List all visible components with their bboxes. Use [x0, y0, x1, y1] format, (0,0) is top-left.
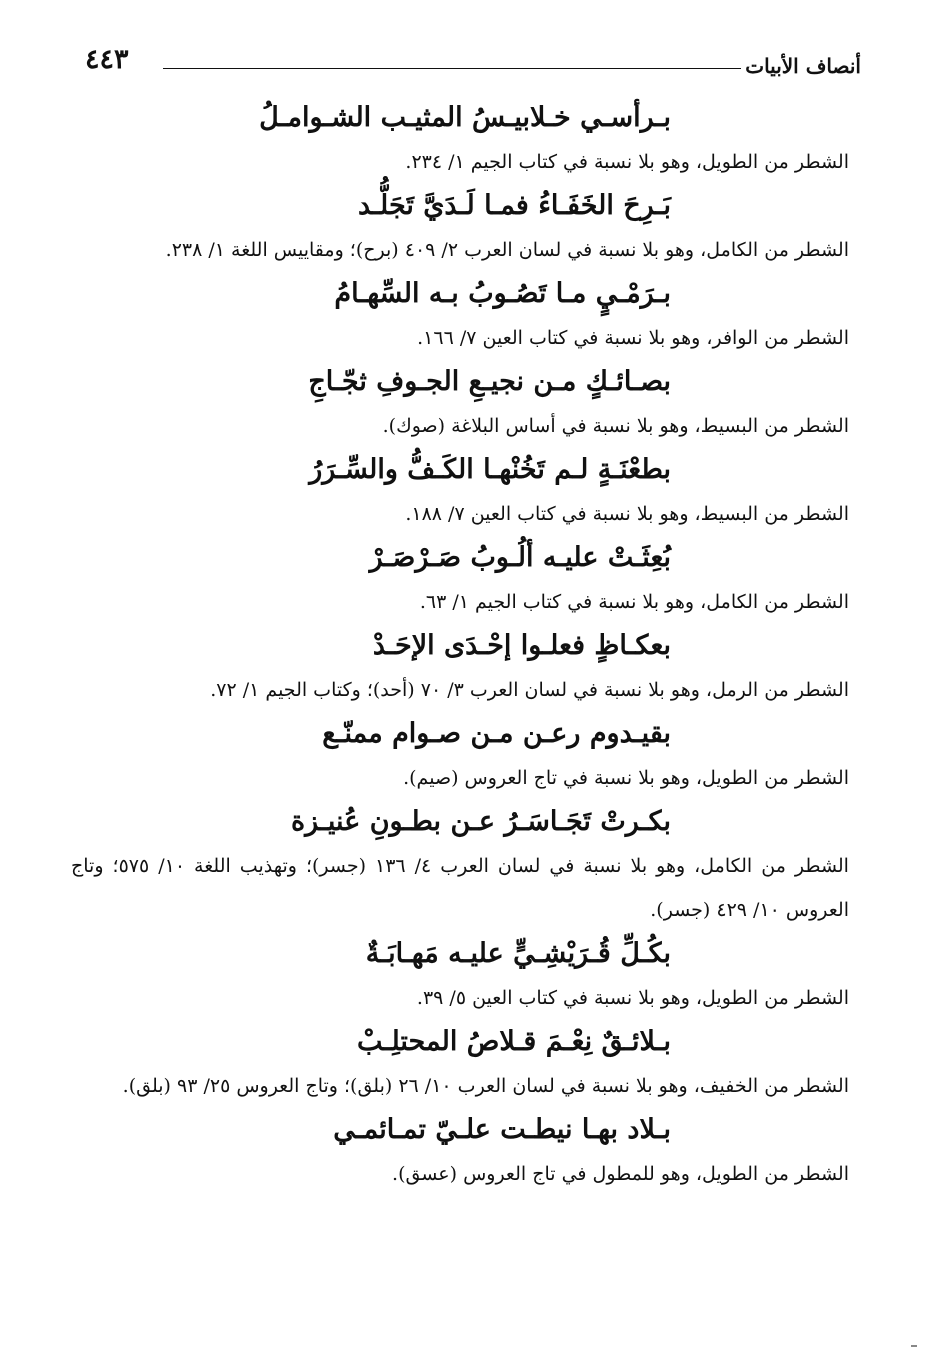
entry [71, 624, 861, 712]
verse-hemistich: بـرأسـي خـلابيـسُ المثيـب الشـوامـلُ [259, 102, 671, 133]
entry [71, 360, 861, 448]
entry [71, 96, 861, 184]
entries-list [71, 96, 861, 1196]
entry [71, 272, 861, 360]
header-rule [163, 68, 741, 69]
verse-hemistich: بـلاد بهـا نيطـت علـيّ تمـائمـي [333, 1114, 671, 1145]
verse-hemistich: بـرَمْـيٍ مـا تَصُـوبُ بـه السِّهـامُ [334, 278, 671, 309]
page-header [85, 44, 861, 84]
verse-hemistich: بـلائـقٌ نِعْـمَ قـلاصُ المحتلِـبْ [357, 1026, 671, 1057]
verse-source-note: الشطر من الرمل، وهو بلا نسبة في لسان العرب ٣/ ٧٠ (أحد)؛ وكتاب الجيم ١/ ٧٢. [210, 679, 849, 701]
running-title: أنصاف الأبيات [745, 54, 861, 78]
page-number: ٤٤٣ [85, 44, 129, 75]
verse-source-note: الشطر من الكامل، وهو بلا نسبة في لسان العرب ٤/ ١٣٦ (جسر)؛ وتهذيب اللغة ١٠/ ٥٧٥؛ وتاج العروس ١٠/ ٤٢٩ (جسر). [71, 855, 849, 921]
verse-hemistich: بصـائـكٍ مـن نجيـعِ الجـوفِ ثجّـاجِ [308, 366, 671, 397]
entry [71, 712, 861, 800]
scan-speck [911, 1345, 917, 1347]
entry [71, 800, 861, 932]
entry [71, 1108, 861, 1196]
entry [71, 1020, 861, 1108]
verse-hemistich: بعكـاظٍ فعلـوا إحْـدَى الإحَـدْ [372, 630, 671, 661]
entry [71, 184, 861, 272]
entry [71, 932, 861, 1020]
verse-source-note: الشطر من الخفيف، وهو بلا نسبة في لسان العرب ١٠/ ٢٦ (بلق)؛ وتاج العروس ٢٥/ ٩٣ (بلق). [122, 1075, 849, 1097]
verse-source-note: الشطر من البسيط، وهو بلا نسبة في أساس البلاغة (صوك). [382, 415, 849, 437]
verse-source-note: الشطر من الكامل، وهو بلا نسبة في كتاب الجيم ١/ ٦٣. [419, 591, 849, 613]
verse-hemistich: بَـرِحَ الخَفَـاءُ فمـا لَـدَيَّ تَجَلُّـد [357, 190, 671, 221]
verse-source-note: الشطر من الوافر، وهو بلا نسبة في كتاب العين ٧/ ١٦٦. [417, 327, 849, 349]
verse-hemistich: بطعْنَـةٍ لـم تَخُنْهـا الكَـفُّ والسِّـرَرُ [309, 454, 671, 485]
verse-source-note: الشطر من الكامل، وهو بلا نسبة في لسان العرب ٢/ ٤٠٩ (برح)؛ ومقاييس اللغة ١/ ٢٣٨. [165, 239, 849, 261]
verse-hemistich: بكُـلِّ قُـرَيْشِـيٍّ عليـه مَهـابَـةٌ [365, 938, 671, 969]
verse-hemistich: بُعِثَـتْ عليـه ألُـوبُ صَـرْصَـرْ [369, 542, 671, 573]
verse-hemistich: بكـرتْ تَجَـاسَـرُ عـن بطـونِ عُنيـزة [290, 806, 671, 837]
verse-source-note: الشطر من الطويل، وهو بلا نسبة في كتاب الجيم ١/ ٢٣٤. [405, 151, 849, 173]
verse-source-note: الشطر من الطويل، وهو بلا نسبة في كتاب العين ٥/ ٣٩. [416, 987, 849, 1009]
entry [71, 536, 861, 624]
entry [71, 448, 861, 536]
verse-hemistich: بقيـدوم رعـن مـن صـوام ممنّـع [322, 718, 671, 749]
verse-source-note: الشطر من البسيط، وهو بلا نسبة في كتاب العين ٧/ ١٨٨. [405, 503, 849, 525]
verse-source-note: الشطر من الطويل، وهو للمطول في تاج العروس (عسق). [392, 1163, 849, 1185]
verse-source-note: الشطر من الطويل، وهو بلا نسبة في تاج العروس (صيم). [403, 767, 849, 789]
